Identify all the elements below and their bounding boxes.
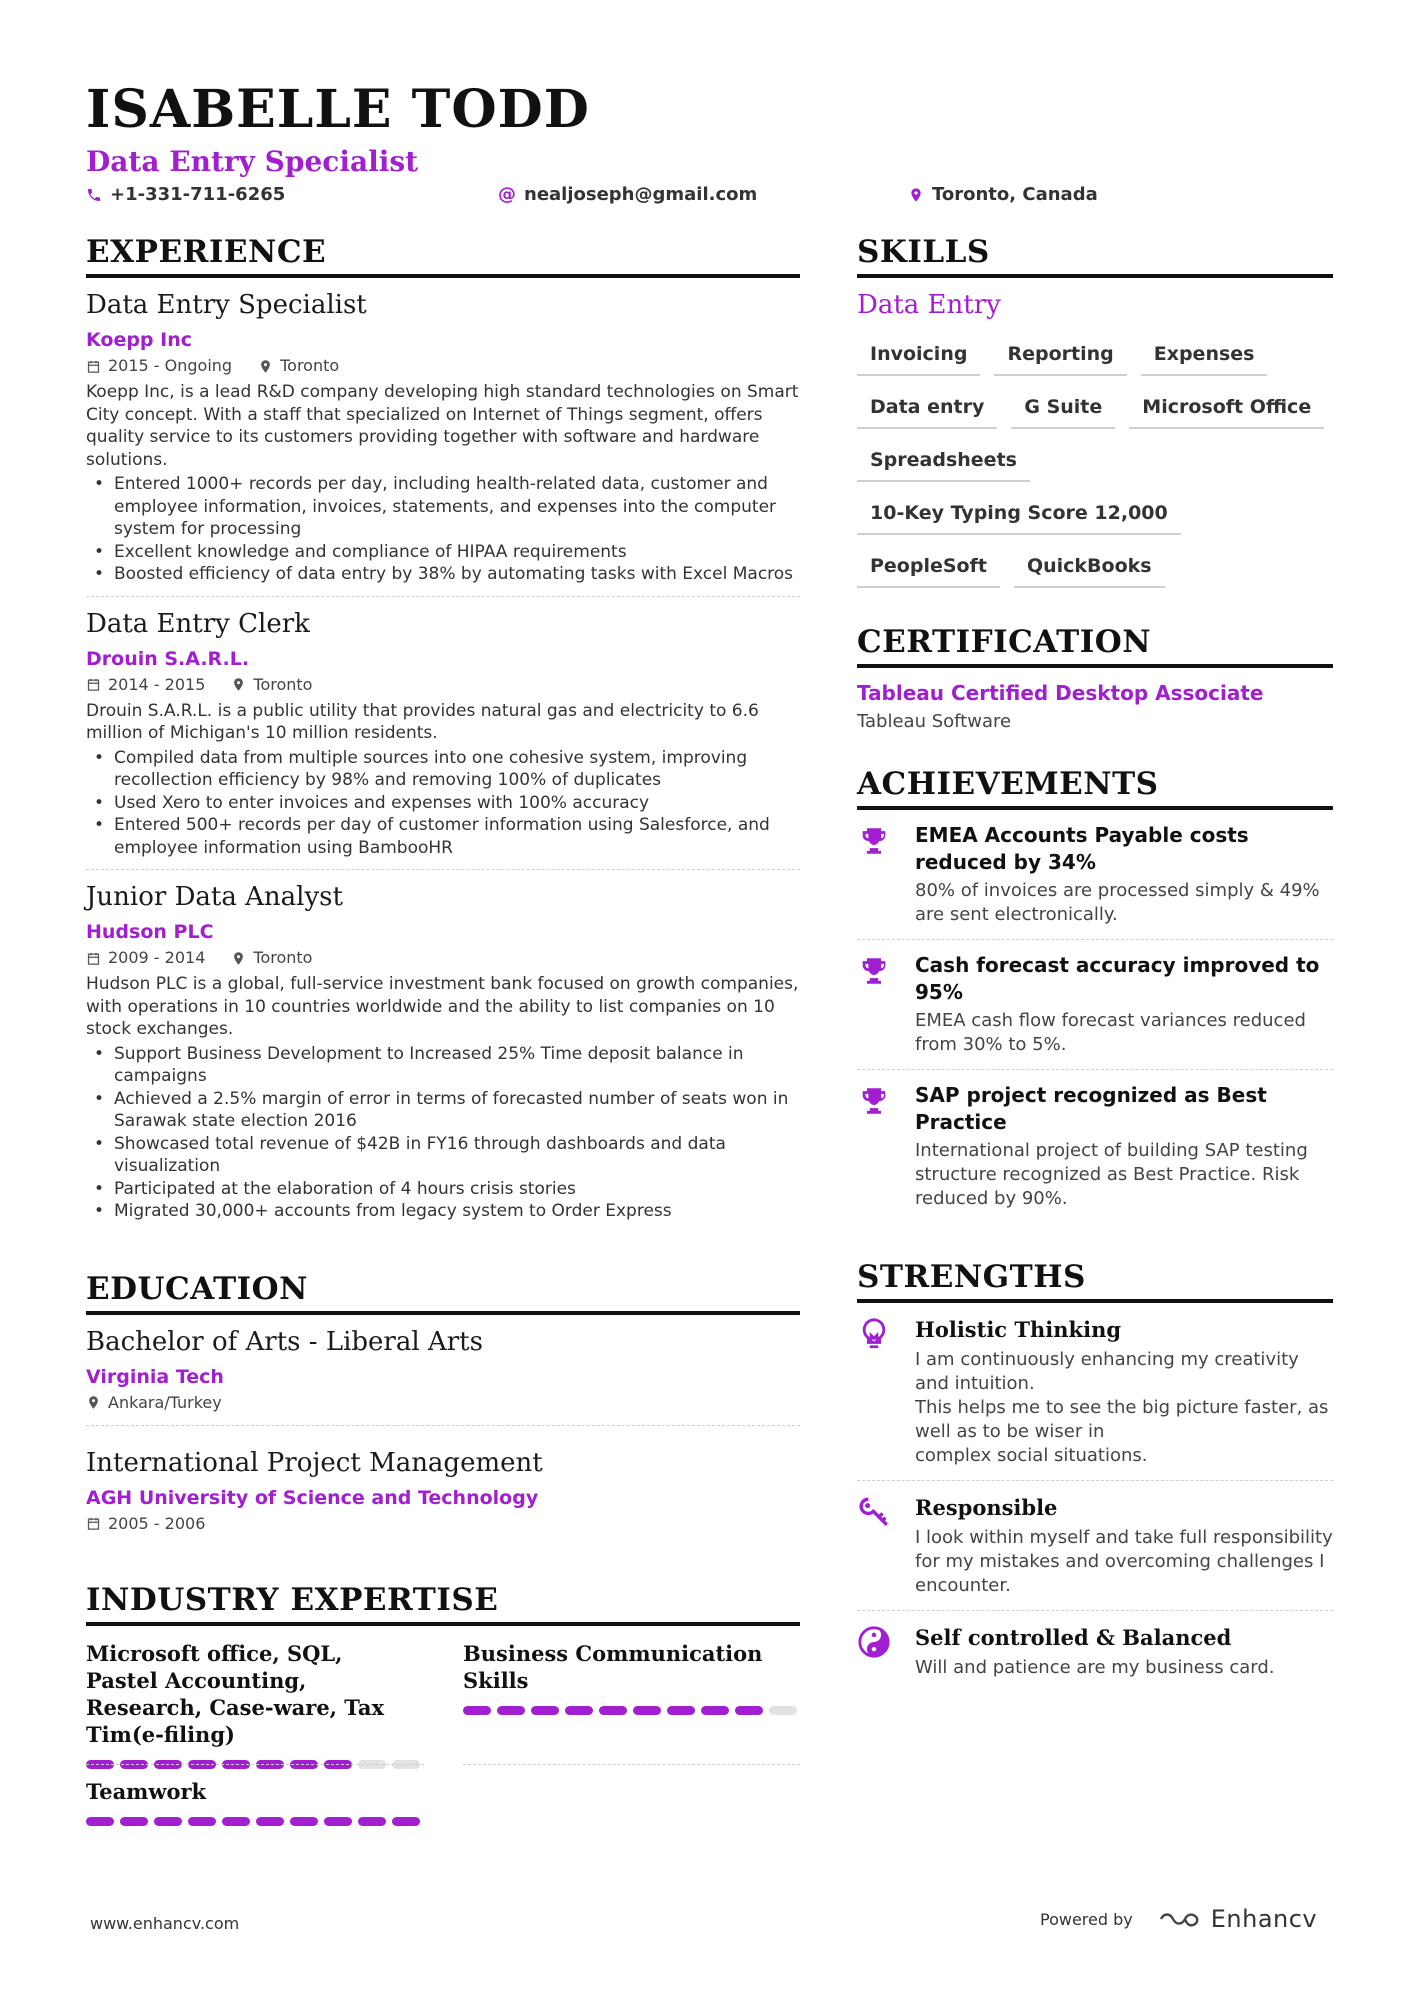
expertise-level-bar bbox=[463, 1706, 797, 1715]
level-dash bbox=[392, 1817, 420, 1826]
job-bullet: • Migrated 30,000+ accounts from legacy system to Order Express bbox=[86, 1200, 800, 1223]
education-location: Ankara/Turkey bbox=[86, 1391, 222, 1415]
level-dash bbox=[735, 1706, 763, 1715]
left-column bbox=[86, 232, 800, 1870]
education-entry bbox=[86, 1325, 800, 1425]
skill-tag: Expenses bbox=[1141, 336, 1268, 376]
job-dates: 2009 - 2014 bbox=[86, 946, 205, 970]
job-entry bbox=[86, 596, 800, 870]
calendar-icon bbox=[86, 677, 101, 692]
education-degree: International Project Management bbox=[86, 1447, 543, 1478]
contact-bar bbox=[86, 184, 1326, 212]
achievement-text: 80% of invoices are processed simply & 49% are sent electronically. bbox=[915, 880, 1320, 925]
job-location: Toronto bbox=[231, 946, 312, 970]
experience-heading: EXPERIENCE bbox=[86, 232, 800, 278]
level-dash bbox=[86, 1817, 114, 1826]
resume-header bbox=[86, 78, 1326, 212]
location-pin-icon bbox=[258, 359, 273, 374]
strength-text: Will and patience are my business card. bbox=[915, 1657, 1275, 1678]
location-pin-icon bbox=[908, 187, 924, 203]
job-description: Drouin S.A.R.L. is a public utility that provides natural gas and electricity to 6.6 million of Michigan's 10 million residents. bbox=[86, 700, 759, 743]
location-text: Toronto, Canada bbox=[932, 184, 1098, 205]
expertise-divider bbox=[86, 1764, 424, 1765]
job-meta bbox=[86, 946, 800, 970]
skill-tag: Reporting bbox=[994, 336, 1126, 376]
level-dash bbox=[769, 1706, 797, 1715]
level-dash bbox=[463, 1706, 491, 1715]
skills-category: Data Entry bbox=[857, 290, 1001, 320]
strengths-list bbox=[857, 1303, 1333, 1692]
phone-icon bbox=[86, 187, 102, 203]
job-bullet: • Excellent knowledge and compliance of HIPAA requirements bbox=[86, 541, 800, 564]
job-bullet: • Boosted efficiency of data entry by 38% by automating tasks with Excel Macros bbox=[86, 563, 800, 586]
job-bullet: • Participated at the elaboration of 4 hours crisis stories bbox=[86, 1178, 800, 1201]
education-school: Virginia Tech bbox=[86, 1365, 224, 1388]
job-bullet: • Entered 500+ records per day of customer information using Salesforce, and employee information using BambooHR bbox=[86, 814, 800, 859]
education-dates: 2005 - 2006 bbox=[86, 1512, 205, 1536]
skill-tag: Microsoft Office bbox=[1129, 389, 1324, 429]
level-dash bbox=[188, 1817, 216, 1826]
job-description: Koepp Inc, is a lead R&D company developing high standard technologies on Smart City concept. With a staff that specialized on Internet of Things segment, offers quality service to its customers providing together with software and hardware solutions. bbox=[86, 382, 799, 470]
job-bullets bbox=[86, 1043, 800, 1223]
achievement-text: International project of building SAP testing structure recognized as Best Practice. Risk reduced by 90%. bbox=[915, 1140, 1308, 1209]
skill-tag: Spreadsheets bbox=[857, 442, 1030, 482]
education-entry bbox=[86, 1425, 800, 1546]
job-meta bbox=[86, 354, 800, 378]
level-dash bbox=[701, 1706, 729, 1715]
skill-tag: Invoicing bbox=[857, 336, 980, 376]
level-dash bbox=[497, 1706, 525, 1715]
level-dash bbox=[599, 1706, 627, 1715]
education-meta bbox=[86, 1512, 800, 1536]
location-pin-icon bbox=[231, 951, 246, 966]
brand-name: Enhancv bbox=[1210, 1905, 1318, 1933]
expertise-name: Microsoft office, SQL, Pastel Accounting, Research, Case-ware, Tax Tim(e-filing) bbox=[86, 1640, 385, 1747]
job-bullet: • Support Business Development to Increased 25% Time deposit balance in campaigns bbox=[86, 1043, 800, 1088]
level-dash bbox=[324, 1817, 352, 1826]
footer-website[interactable]: www.enhancv.com bbox=[90, 1914, 240, 1933]
location-pin-icon bbox=[86, 1395, 101, 1410]
job-entry bbox=[86, 869, 800, 1233]
expertise-name: Business Communication Skills bbox=[463, 1640, 763, 1693]
strength-item bbox=[857, 1480, 1333, 1610]
contact-phone[interactable] bbox=[86, 184, 285, 205]
job-location: Toronto bbox=[231, 673, 312, 697]
job-meta bbox=[86, 673, 800, 697]
level-dash bbox=[290, 1817, 318, 1826]
experience-list bbox=[86, 288, 800, 1233]
footer-branding bbox=[1040, 1905, 1317, 1933]
education-degree: Bachelor of Arts - Liberal Arts bbox=[86, 1326, 483, 1357]
contact-location bbox=[908, 184, 1098, 205]
industry-expertise-list bbox=[86, 1640, 800, 1870]
expertise-item bbox=[86, 1640, 420, 1769]
education-meta bbox=[86, 1391, 800, 1415]
candidate-title: Data Entry Specialist bbox=[86, 145, 419, 178]
skill-tag: Data entry bbox=[857, 389, 997, 429]
job-role: Junior Data Analyst bbox=[86, 882, 343, 912]
skills-tags bbox=[857, 336, 1333, 588]
right-column bbox=[857, 232, 1333, 1692]
strength-item bbox=[857, 1303, 1333, 1480]
strengths-heading: STRENGTHS bbox=[857, 1257, 1333, 1303]
job-role: Data Entry Specialist bbox=[86, 290, 367, 320]
trophy-icon bbox=[857, 1084, 891, 1118]
job-bullets bbox=[86, 473, 800, 586]
strength-text: I look within myself and take full responsibility for my mistakes and overcoming challenges I encounter. bbox=[915, 1527, 1333, 1596]
skill-tag: G Suite bbox=[1011, 389, 1115, 429]
expertise-item bbox=[463, 1640, 797, 1715]
trophy-icon bbox=[857, 824, 891, 858]
calendar-icon bbox=[86, 951, 101, 966]
achievements-heading: ACHIEVEMENTS bbox=[857, 764, 1333, 810]
skill-tag: QuickBooks bbox=[1014, 548, 1165, 588]
job-dates: 2014 - 2015 bbox=[86, 673, 205, 697]
level-dash bbox=[531, 1706, 559, 1715]
certification-org: Tableau Software bbox=[857, 711, 1012, 732]
skill-tag: 10-Key Typing Score 12,000 bbox=[857, 495, 1181, 535]
job-entry bbox=[86, 288, 800, 596]
strength-item bbox=[857, 1610, 1333, 1692]
contact-email[interactable] bbox=[498, 184, 757, 205]
level-dash bbox=[633, 1706, 661, 1715]
strength-text: I am continuously enhancing my creativity and intuition. This helps me to see the big picture faster, as well as to be wiser in complex social situations. bbox=[915, 1349, 1329, 1466]
industry-expertise-heading: INDUSTRY EXPERTISE bbox=[86, 1580, 800, 1626]
trophy-icon bbox=[857, 954, 891, 988]
achievements-list bbox=[857, 810, 1333, 1223]
candidate-name: ISABELLE TODD bbox=[86, 79, 590, 140]
calendar-icon bbox=[86, 1516, 101, 1531]
brand-logo[interactable] bbox=[1157, 1905, 1317, 1933]
certification-heading: CERTIFICATION bbox=[857, 622, 1333, 668]
certification-name: Tableau Certified Desktop Associate bbox=[857, 681, 1264, 705]
expertise-divider bbox=[463, 1764, 800, 1765]
skills-heading: SKILLS bbox=[857, 232, 1333, 278]
level-dash bbox=[565, 1706, 593, 1715]
job-company: Koepp Inc bbox=[86, 329, 193, 351]
achievement-title: EMEA Accounts Payable costs reduced by 34% bbox=[915, 823, 1249, 874]
achievement-title: SAP project recognized as Best Practice bbox=[915, 1083, 1267, 1134]
education-school: AGH University of Science and Technology bbox=[86, 1486, 539, 1509]
yin-yang-icon bbox=[857, 1625, 891, 1659]
expertise-name: Teamwork bbox=[86, 1778, 207, 1804]
level-dash bbox=[222, 1817, 250, 1826]
job-bullets bbox=[86, 747, 800, 860]
achievement-item bbox=[857, 939, 1333, 1069]
job-description: Hudson PLC is a global, full-service investment bank focused on growth companies, with operations in 10 countries worldwide and the ability to list companies on 10 stock exchanges. bbox=[86, 974, 799, 1039]
achievement-item bbox=[857, 1069, 1333, 1223]
level-dash bbox=[256, 1817, 284, 1826]
lightbulb-icon bbox=[857, 1317, 891, 1351]
expertise-item bbox=[86, 1778, 420, 1826]
email-text: nealjoseph@gmail.com bbox=[524, 184, 758, 205]
expertise-level-bar bbox=[86, 1817, 420, 1826]
job-bullet: • Entered 1000+ records per day, including health-related data, customer and employee information, invoices, statements, and expenses into the computer system for processing bbox=[86, 473, 800, 541]
location-pin-icon bbox=[231, 677, 246, 692]
powered-by-text: Powered by bbox=[1040, 1909, 1133, 1929]
level-dash bbox=[667, 1706, 695, 1715]
phone-text: +1-331-711-6265 bbox=[110, 184, 286, 205]
level-dash bbox=[154, 1817, 182, 1826]
job-role: Data Entry Clerk bbox=[86, 608, 310, 639]
job-bullet: • Compiled data from multiple sources into one cohesive system, improving recollection efficiency by 98% and removing 100% of duplicates bbox=[86, 747, 800, 792]
enhancv-logo-icon bbox=[1157, 1907, 1203, 1931]
achievement-item bbox=[857, 810, 1333, 939]
job-location: Toronto bbox=[258, 354, 339, 378]
job-company: Drouin S.A.R.L. bbox=[86, 647, 250, 670]
achievement-title: Cash forecast accuracy improved to 95% bbox=[915, 953, 1320, 1004]
education-heading: EDUCATION bbox=[86, 1269, 800, 1315]
level-dash bbox=[120, 1817, 148, 1826]
achievement-text: EMEA cash flow forecast variances reduced from 30% to 5%. bbox=[915, 1010, 1306, 1055]
skill-tag: PeopleSoft bbox=[857, 548, 1000, 588]
job-dates: 2015 - Ongoing bbox=[86, 354, 232, 378]
strength-title: Self controlled & Balanced bbox=[915, 1625, 1232, 1650]
level-dash bbox=[358, 1817, 386, 1826]
calendar-icon bbox=[86, 359, 101, 374]
job-bullet: • Achieved a 2.5% margin of error in terms of forecasted number of seats won in Sarawak state election 2016 bbox=[86, 1088, 800, 1133]
education-list bbox=[86, 1325, 800, 1546]
strength-title: Holistic Thinking bbox=[915, 1317, 1122, 1342]
job-bullet: • Used Xero to enter invoices and expenses with 100% accuracy bbox=[86, 792, 800, 815]
job-bullet: • Showcased total revenue of $42B in FY16 through dashboards and data visualization bbox=[86, 1133, 800, 1178]
strength-title: Responsible bbox=[915, 1495, 1058, 1520]
job-company: Hudson PLC bbox=[86, 921, 214, 943]
at-icon: @ bbox=[498, 184, 516, 205]
key-icon bbox=[857, 1495, 891, 1529]
